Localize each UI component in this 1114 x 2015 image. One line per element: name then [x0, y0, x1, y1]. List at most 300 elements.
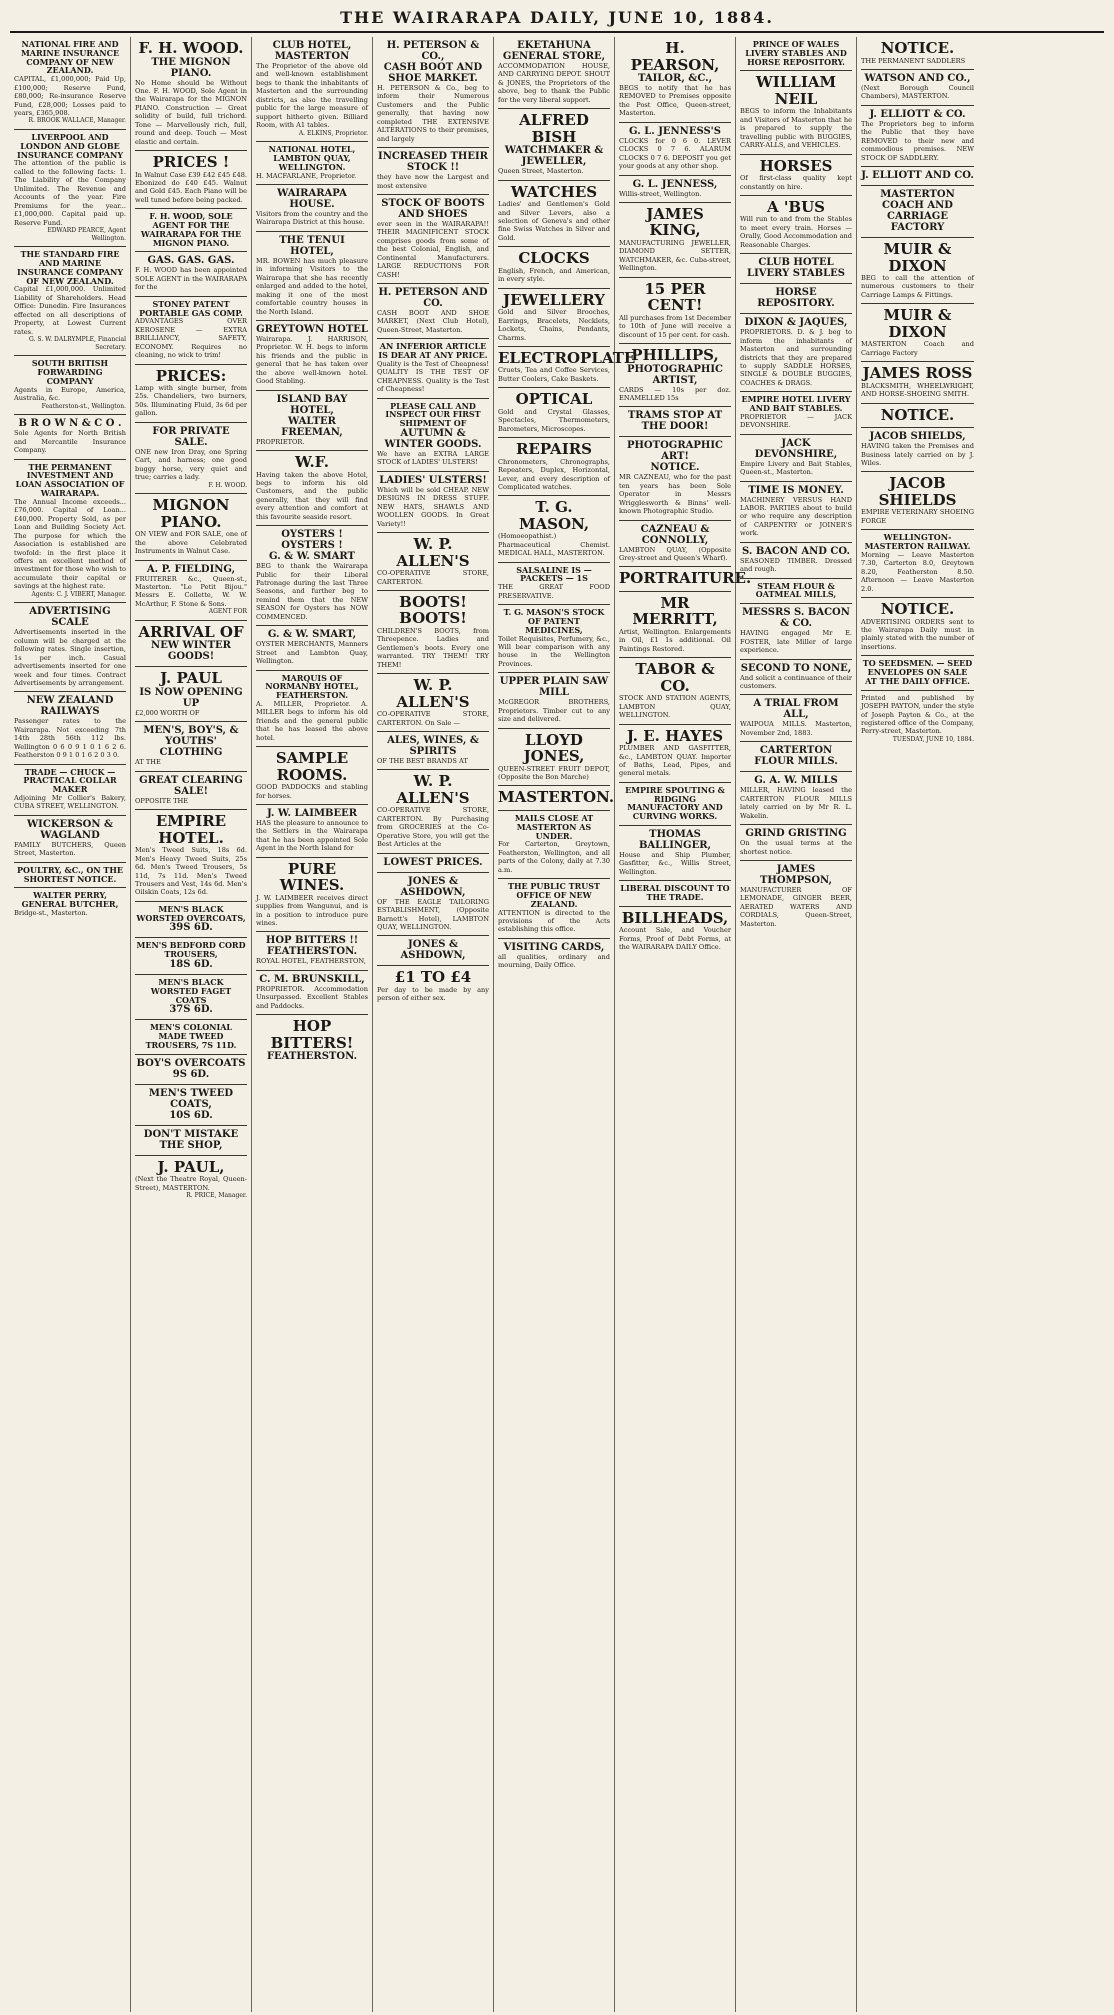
ad-heading: HOP BITTERS !! [265, 935, 359, 947]
advertisement [377, 591, 489, 674]
ad-body: No Home should be Without One. F. H. WOOD, Sole Agent in the Wairarapa for the MIGNON PIANO. Construction — Great solidity of build, full trichord. Tone — Marvellously rich, full, round and deep. Touch — Most elastic and certain. [135, 78, 247, 146]
advertisement [740, 392, 852, 434]
advertisement [498, 388, 610, 438]
ad-body: BEG to thank the Wairarapa Public for their Liberal Patronage during the last Three Seasons, and further beg to remind them that the NEW SEASON for Oysters has NOW COMMENCED. [256, 562, 368, 621]
ad-body: Wairarapa. J. HARRISON, Proprietor. W. H. begs to inform his friends and the public in general that he has taken over the above well-known hotel. Good Stabling. [256, 334, 368, 386]
ad-heading: CLUB HOTEL LIVERY STABLES [747, 257, 845, 280]
advertisement [135, 1055, 247, 1085]
ad-heading: JACOB SHIELDS [878, 474, 957, 509]
advertisement [498, 786, 615, 811]
advertisement [498, 438, 610, 496]
ad-heading: OYSTERS ! OYSTERS ! [281, 529, 343, 552]
advertisement [377, 936, 489, 966]
advertisement [619, 783, 731, 826]
ad-body: Per day to be made by any person of either sex. [377, 985, 489, 1003]
ad-body: Gold and Silver Brooches, Earrings, Bracelets, Necklets, Lockets, Chains, Pendants, Charms. [498, 308, 610, 342]
advertisement [256, 626, 368, 670]
ad-body: Advertisements inserted in the column will be charged at the following rates. Single insertion, 1s per inch. Casual advertisements inserted for one week and four times. Contract Advertisements by arrangement. [14, 628, 126, 687]
advertisement [498, 109, 610, 180]
advertisement [256, 321, 368, 391]
ad-heading: H. PEARSON, [630, 39, 720, 74]
advertisement [377, 533, 489, 591]
ad-heading: JONES & ASHDOWN, [400, 875, 466, 898]
ad-body: they have now the Largest and most extensive [377, 173, 489, 190]
ad-heading: 15 PER CENT! [644, 279, 706, 315]
advertisement [135, 494, 247, 560]
advertisement [256, 1015, 368, 1066]
ad-body: AT THE [135, 758, 161, 767]
advertisement [14, 888, 126, 921]
column-4 [373, 37, 494, 2012]
advertisement [740, 604, 852, 659]
advertisement [256, 37, 368, 142]
ad-heading: A. P. FIELDING, [146, 563, 236, 575]
advertisement [619, 881, 731, 907]
ad-heading: SOUTH BRITISH FORWARDING COMPANY [31, 358, 109, 387]
advertisement [740, 482, 852, 543]
ad-body: OF THE EAGLE TAILORING ESTABLISHMENT, (Opposite Barnett's Hotel), LAMBTON QUAY, WELLINGTON. [377, 897, 489, 931]
ad-body: The Proprietor of the above old and well-known establishment begs to thank the inhabitants of Masterton and the surrounding districts, as also the travelling public for the large measure of support hitherto given. Billiard Room, with A1 tables. [256, 62, 368, 130]
ad-body: Ladies' and Gentlemen's Gold and Silver Levers, also a selection of Geneva's and other fine Swiss Watches in Silver and Gold. [498, 200, 610, 242]
ad-body: MANUFACTURER OF LEMONADE, GINGER BEER, AERATED WATERS AND CORDIALS, Queen-Street, Masterton. [740, 885, 852, 928]
advertisement [498, 729, 610, 787]
ad-heading: C. M. BRUNSKILL, [259, 973, 365, 985]
ad-heading: PRICES: [155, 366, 227, 385]
advertisement [861, 404, 974, 429]
ad-heading: MEN'S, BOY'S, & YOUTHS' [143, 725, 239, 748]
ad-body: Account Sale, and Voucher Forms, Proof of Debt Forms, at the WAIRARAPA DAILY Office. [619, 926, 731, 952]
advertisement [14, 415, 126, 459]
ad-body: Toilet Requisites, Perfumery, &c., Will bear comparison with any house in the Wellington Provinces. [498, 634, 610, 668]
ad-heading: EKETAHUNA GENERAL STORE, [502, 40, 606, 62]
column-2 [131, 37, 252, 2012]
advertisement [135, 1020, 247, 1054]
ad-signature: AGENT FOR [208, 608, 247, 616]
advertisement [740, 196, 852, 254]
advertisement [14, 692, 126, 764]
ad-body: WAIPOUA MILLS. Masterton, November 2nd, 1883. [740, 720, 852, 737]
ad-heading: G. L. JENNESS'S [629, 125, 721, 137]
advertisement [498, 811, 610, 879]
ad-body: MILLER, HAVING leased the CARTERTON FLOUR MILLS lately carried on by Mr R. L. Wakelin. [740, 786, 852, 820]
ad-body: ACCOMMODATION HOUSE, AND CARRYING DEPOT. SHOUT & JONES, the Proprietors of the above, beg to thank the Public for the very liberal support. [498, 62, 610, 104]
column-6 [615, 37, 752, 2012]
ad-heading: NOTICE. [880, 39, 955, 57]
ad-body: Artist, Wellington. Enlargements in Oil, £1 1s additional. Oil Paintings Restored. [619, 627, 731, 653]
advertisement [377, 966, 489, 1006]
ad-body: CLOCKS for 0 6 0. LEVER CLOCKS 0 7 6. ALARUM CLOCKS 0 7 6. DEPOSIT you get your goods at any other shop. [619, 136, 731, 171]
advertisement [377, 873, 489, 937]
advertisement [861, 70, 974, 106]
ad-body: Capital £1,000,000. Unlimited Liability of Shareholders. Head Office: Dunedin. Fire Insurances effected on all descriptions of Property, at Lowest Current rates. [14, 285, 126, 336]
ad-heading: TRAMS STOP AT THE DOOR! [627, 410, 723, 433]
advertisement [861, 472, 974, 530]
ad-body: H. MACFARLANE, Proprietor. [256, 171, 357, 180]
ad-body: Chronometers, Chronographs, Repeaters, Duplex, Horizontal, Lever, and every description of Complicated watches. [498, 457, 610, 491]
ad-heading: W.F. [294, 453, 330, 471]
ad-heading: LLOYD JONES, [523, 730, 585, 766]
ad-body: OYSTER MERCHANTS, Manners Street and Lambton Quay, Wellington. [256, 640, 368, 666]
ad-body: LAMBTON QUAY, (Opposite Grey-street and Queen's Wharf). [619, 545, 731, 562]
advertisement [861, 362, 974, 403]
advertisement [498, 496, 610, 562]
advertisement [377, 339, 489, 398]
ad-heading: MIGNON PIANO. [152, 496, 230, 531]
ad-subheading: CARRIAGE FACTORY [887, 211, 948, 233]
advertisement [861, 167, 974, 186]
column-5 [494, 37, 636, 2012]
ad-heading: SAMPLE ROOMS. [275, 749, 349, 784]
advertisement [14, 603, 126, 692]
ad-heading: WALTER PERRY, GENERAL BUTCHER, [21, 890, 119, 910]
ad-body: CO-OPERATIVE STORE, CARTERTON. On Sale — [377, 710, 489, 727]
ad-body: Men's Tweed Suits, 18s 6d. Men's Heavy Tweed Suits, 25s 6d. Men's Tweed Trousers, 5s 11d, 7s 11d. Men's Tweed Trousers and Vest, 14s 6d. Men's Oilskin Coats, 12s 6d. [135, 846, 247, 897]
ad-heading: PLEASE CALL AND INSPECT OUR FIRST SHIPMENT OF [385, 400, 481, 429]
ad-heading: H. PETERSON AND CO. [378, 287, 488, 309]
advertisement [740, 825, 852, 861]
ad-heading: A TRIAL FROM ALL, [753, 698, 839, 721]
ad-signature: A. ELKINS, Proprietor. [298, 129, 368, 137]
ad-heading: J. ELLIOTT AND CO. [861, 170, 974, 181]
ad-body: Of first-class quality kept constantly on hire. [740, 174, 852, 191]
ad-heading: CLUB HOTEL, MASTERTON [272, 40, 352, 62]
advertisement [498, 247, 610, 288]
advertisement [135, 772, 247, 810]
ad-body: all qualities, ordinary and mourning, Daily Office. [498, 952, 610, 970]
ad-heading: JAMES KING, [646, 204, 704, 240]
advertisement [14, 247, 126, 356]
ad-heading: A 'BUS [766, 197, 826, 216]
advertisement [256, 391, 368, 451]
ad-body: THE PERMANENT SADDLERS [861, 56, 966, 65]
ad-body: £2,000 WORTH OF [135, 708, 200, 717]
ad-body: FRUITERER &c., Queen-st., Masterton. "Le Petit Bijou." Messrs E. Collette, W. W. McArthur, F. Stone & Sons. [135, 574, 247, 608]
ad-heading: LOWEST PRICES. [383, 856, 483, 868]
ad-subheading: G. & W. SMART [269, 551, 355, 563]
ad-heading: F. H. WOOD, SOLE AGENT FOR THE WAIRARAPA FOR THE MIGNON PIANO. [140, 211, 242, 248]
ad-heading: CAZNEAU & CONNOLLY, [640, 523, 710, 546]
ad-heading: TRADE — CHUCK — PRACTICAL COLLAR MAKER [23, 766, 117, 795]
ad-body: CO-OPERATIVE STORE, CARTERTON. By Purchasing from GROCERIES at the Co-Operative Store, you will get the Best Articles at the [377, 806, 489, 849]
advertisement [619, 437, 731, 520]
ad-body: MASTERTON Coach and Carriage Factory [861, 340, 974, 357]
ad-heading: W. P. ALLEN'S [396, 772, 470, 807]
ad-heading: THE STANDARD FIRE AND MARINE INSURANCE COMPANY OF NEW ZEALAND. [16, 249, 124, 286]
advertisement [135, 423, 247, 494]
advertisement [498, 347, 636, 388]
ad-heading: S. BACON AND CO. [742, 545, 850, 557]
ad-heading: INCREASED THEIR STOCK !! [378, 151, 488, 174]
ad-heading: FOR PRIVATE SALE. [152, 425, 230, 448]
ad-heading: MESSRS S. BACON & CO. [742, 607, 850, 630]
ad-body: In Walnut Case £39 £42 £45 £48. Ebonized do £40 £45. Walnut and Gold £45. Each Piano will be well tuned before being packed. [135, 170, 247, 204]
ad-body: ADVERTISING ORDERS sent to the Wairarapa Daily must in plainly stated with the number of insertions. [861, 617, 974, 651]
advertisement [135, 1156, 247, 1204]
advertisement [861, 106, 974, 167]
advertisement [619, 123, 731, 176]
advertisement [740, 37, 852, 71]
ad-body: (Next the Theatre Royal, Queen-Street), MASTERTON. [135, 1175, 247, 1192]
ad-body: (Next Borough Council Chambers), MASTERTON. [861, 83, 974, 101]
ad-signature: F. H. WOOD. [208, 481, 247, 489]
advertisement [377, 284, 489, 339]
ad-body: THE GREAT FOOD PRESERVATIVE. [498, 583, 610, 600]
ad-heading: T. G. MASON'S STOCK OF PATENT MEDICINES, [503, 607, 605, 635]
ad-heading: THE PERMANENT INVESTMENT AND LOAN ASSOCIATION OF WAIRARAPA. [15, 461, 125, 499]
ad-heading: REPAIRS [515, 440, 593, 459]
ad-heading: W. P. ALLEN'S [396, 535, 470, 570]
ad-body: Cruets, Tea and Coffee Services, Butter Coolers, Cake Baskets. [498, 366, 610, 383]
ad-subheading: NOTICE. [650, 462, 700, 474]
ad-signature: R. PRICE, Manager. [186, 1192, 247, 1200]
ad-body: Queen Street, Masterton. [498, 167, 584, 176]
column-1 [10, 37, 131, 2012]
ad-heading: JONES & ASHDOWN, [400, 939, 466, 962]
ad-body: Visitors from the country and the Wairarapa District at this house. [256, 210, 368, 227]
advertisement [14, 356, 126, 415]
ad-body: On the usual terms at the shortest notice. [740, 839, 852, 856]
advertisement [861, 37, 974, 70]
advertisement [861, 238, 974, 304]
ad-body: Morning — Leave Masterton 7.30, Carterton 8.0, Greytown 8.20, Featherston 8.50. Afternoon — Leave Masterton 2.0. [861, 550, 974, 593]
columns [10, 37, 1104, 2012]
ad-heading: EMPIRE HOTEL LIVERY AND BAIT STABLES. [741, 394, 851, 414]
ad-heading: BOOTS! BOOTS! [399, 592, 467, 628]
ad-body: ever seen in the WAIRARAPA!! THEIR MAGNIFICENT STOCK comprises goods from some of the best Colonial, English, and Continental Manufacturers. LARGE REDUCTIONS FOR CASH! [377, 219, 489, 279]
ad-body: The attention of the public is called to the following facts: 1. The Liability of the Company Unlimited. The Revenue and Accounts of the year. Fire Premiums for the year... £1,000,000. Capital paid up. Reserve Fund. [14, 159, 126, 227]
ad-heading: STONEY PATENT PORTABLE GAS COMP. [139, 298, 243, 318]
ad-body: F. H. WOOD has been appointed SOLE AGENT in the WAIRARAPA for the [135, 266, 247, 292]
advertisement [740, 284, 852, 314]
ad-subheading: AUTUMN & WINTER GOODS. [384, 428, 482, 451]
ad-heading: ISLAND BAY HOTEL, [276, 393, 348, 416]
ad-heading: NATIONAL HOTEL, LAMBTON QUAY, WELLINGTON. [268, 144, 356, 172]
ad-heading: BOY'S OVERCOATS [136, 1057, 246, 1069]
ad-body: Gold and Crystal Glasses, Spectacles, Thermometers, Barometers, Microscopes. [498, 407, 610, 433]
ad-subheading: THE MIGNON PIANO. [151, 56, 231, 79]
ad-heading: MASTERTON. [498, 788, 615, 807]
advertisement [135, 810, 247, 902]
ad-subheading: 10S 6D. [169, 1109, 213, 1121]
ad-body: Sole Agents for North British and Mercantile Insurance Company. [14, 429, 126, 455]
ad-heading: LIBERAL DISCOUNT TO THE TRADE. [620, 883, 730, 903]
ad-subheading: 39S 6D. [169, 922, 213, 934]
ad-body: ON VIEW and FOR SALE, one of the above Celebrated Instruments in Walnut Case. [135, 530, 247, 556]
advertisement [256, 747, 368, 805]
ad-heading: TABOR & CO. [635, 660, 715, 695]
ad-heading: MASTERTON COACH AND [880, 189, 955, 211]
advertisement [498, 673, 610, 728]
ad-subheading: CASH BOOT AND SHOE MARKET. [383, 62, 483, 84]
advertisement [861, 186, 974, 238]
advertisement [498, 563, 610, 605]
ad-heading: ELECTROPLATE [498, 348, 636, 367]
advertisement [377, 854, 489, 873]
ad-heading: LIVERPOOL AND LONDON AND GLOBE INSURANCE COMPANY [16, 132, 124, 160]
ad-heading: J. W. LAIMBEER [266, 807, 358, 819]
advertisement [498, 879, 610, 939]
ad-heading: WATCHES [510, 182, 598, 201]
ad-body: ROYAL HOTEL, FEATHERSTON, [256, 957, 366, 966]
advertisement [256, 671, 368, 748]
ad-heading: STEAM FLOUR & OATMEAL MILLS, [755, 580, 837, 600]
ad-body: CASH BOOT AND SHOE MARKET, (Next Club Hotel), Queen-Street, Masterton. [377, 309, 489, 334]
ad-heading: CLOCKS [518, 249, 590, 268]
ad-body: MR. BOWEN has much pleasure in informing Visitors to the Wairarapa that she has recently enlarged and added to the hotel, making it one of the most comfortable country houses in the North Island. [256, 256, 368, 316]
ad-heading: VISITING CARDS, [503, 941, 605, 953]
advertisement [740, 254, 852, 284]
advertisement [135, 1126, 247, 1156]
ad-body: Passenger rates to the Wairarapa. Not exceeding 7th 14th 28th 56th 112 lbs. Wellington 0 6 0 9 1 0 1 6 2 6. Featherston 0 9 1 0 1 6 2 0 3 0. [14, 717, 126, 760]
ad-heading: NOTICE. [880, 600, 955, 619]
advertisement [619, 725, 731, 783]
ad-heading: MEN'S BLACK WORSTED OVERCOATS, [136, 903, 246, 923]
advertisement [619, 592, 731, 658]
advertisement [740, 543, 852, 579]
ad-body: SEASONED TIMBER. Dressed and rough. [740, 556, 852, 574]
ad-heading: GREYTOWN HOTEL [256, 323, 368, 335]
advertisement [861, 691, 974, 748]
advertisement [740, 772, 852, 825]
ad-heading: T. G. MASON, [518, 498, 590, 533]
ad-heading: POULTRY, &C., ON THE SHORTEST NOTICE. [16, 864, 124, 884]
ad-heading: ARRIVAL OF [138, 622, 244, 641]
ad-signature: G. S. W. DALRYMPLE, Financial Secretary. [29, 336, 126, 351]
ad-body: CARDS — 10s per doz. ENAMELLED 15s [619, 385, 731, 402]
ad-signature: R. BROOK WALLACE, Manager. [28, 117, 126, 125]
ad-heading: ADVERTISING SCALE [29, 606, 111, 629]
ad-subheading: 18S 6D. [169, 959, 213, 971]
ad-heading: THE TENUI HOTEL, [279, 234, 345, 257]
ad-body: Quality is the Test of Cheapness! QUALITY IS THE TEST OF CHEAPNESS. Quality is the Test of Cheapness! [377, 359, 489, 394]
ad-body: Adjoining Mr Collier's Bakery, CUBA STREET, WELLINGTON. [14, 794, 126, 811]
ad-heading: JAMES ROSS [862, 364, 973, 383]
advertisement [135, 938, 247, 975]
advertisement [256, 526, 368, 626]
advertisement [861, 428, 974, 472]
ad-signature: EDWARD PEARCE, Agent Wellington. [47, 226, 126, 242]
ad-body: PROPRIETOR. [256, 437, 305, 446]
ad-heading: £1 TO £4 [394, 968, 472, 987]
advertisement [619, 407, 731, 437]
ad-heading: AN INFERIOR ARTICLE IS DEAR AT ANY PRICE. [378, 341, 488, 361]
ad-heading: PURE WINES. [279, 859, 345, 895]
advertisement [377, 37, 489, 148]
ad-heading: W. P. ALLEN'S [396, 676, 470, 711]
ad-body: House and Ship Plumber, Gasfitter, &c., Willis Street, Wellington. [619, 851, 731, 876]
ad-heading: PHOTOGRAPHIC ART! [626, 440, 724, 463]
advertisement [14, 765, 126, 816]
advertisement [498, 181, 610, 248]
ad-heading: JAMES THOMPSON, [759, 863, 833, 886]
advertisement [135, 722, 247, 771]
ad-body: BEGS to inform the Inhabitants and Visitors of Masterton that he is prepared to supply the travelling public with BUGGIES, CARRY-ALLS, and VEHICLES. [740, 107, 852, 150]
ad-body: The Proprietors beg to inform the Public that they have REMOVED to their new and commodious premises. NEW STOCK OF SADDLERY. [861, 119, 974, 162]
ad-heading: H. PETERSON & CO., [386, 40, 480, 62]
ad-heading: EMPIRE HOTEL. [155, 812, 227, 847]
advertisement [740, 695, 852, 742]
advertisement [256, 232, 368, 321]
advertisement [135, 902, 247, 939]
advertisement [14, 460, 126, 604]
advertisement [498, 605, 610, 673]
column-8 [857, 37, 978, 2012]
ad-body: Bridge-st., Masterton. [14, 908, 88, 917]
ad-heading: G. L. JENNESS, [632, 178, 718, 190]
ad-body: EMPIRE VETERINARY SHOEING FORGE [861, 508, 974, 525]
advertisement [619, 907, 731, 956]
advertisement [14, 863, 126, 889]
ad-heading: WICKERSON & WAGLAND [26, 818, 114, 841]
ad-heading: JEWELLERY [502, 290, 606, 309]
advertisement [740, 71, 852, 154]
ad-subheading: 9S 6D. [172, 1068, 210, 1080]
ad-heading: BILLHEADS, [621, 908, 729, 927]
ad-heading: NATIONAL FIRE AND MARINE INSURANCE COMPANY OF NEW ZEALAND. [20, 39, 120, 76]
ad-body: All purchases from 1st December to 10th of June will receive a discount of 15 per cent. for cash. [619, 313, 731, 339]
ad-heading: WATSON AND CO., [864, 72, 971, 84]
advertisement [135, 297, 247, 365]
ad-body: CAPITAL, £1,000,000; Paid Up, £100,000; Reserve Fund, £80,000; Re-insurance Reserve Fund, £28,000; Losses paid to years, £365,908. [14, 75, 126, 117]
ad-body: The Annual Income exceeds... £76,000. Capital of Loan... £40,000. Property Sold, as per Loan and Building Society Act. The purpose for which the Association is established are twofold: in the first place it offers an excellent method of investment for those who wish to accumulate their capital or savings at the highest rate. [14, 497, 126, 591]
ad-heading: MEN'S TWEED COATS, [148, 1087, 234, 1110]
ad-heading: MARQUIS OF NORMANBY HOTEL, FEATHERSTON. [265, 672, 359, 701]
advertisement [135, 151, 247, 209]
ad-body: FAMILY BUTCHERS, Queen Street, Masterton. [14, 840, 126, 858]
ad-body: Printed and published by JOSEPH PAYTON, under the style of Joseph Payton & Co., at the registered office of the Company, Perry-street, Masterton. [861, 693, 974, 736]
advertisement [740, 579, 852, 605]
ad-heading: NEW ZEALAND RAILWAYS [26, 695, 114, 718]
advertisement [256, 451, 368, 526]
advertisement [135, 975, 247, 1020]
ad-body: Empire Livery and Bait Stables, Queen-st., Masterton. [740, 459, 852, 477]
advertisement [14, 816, 126, 863]
advertisement [740, 861, 852, 932]
advertisement [135, 621, 247, 668]
advertisement [498, 37, 610, 109]
advertisement [377, 770, 489, 853]
ad-body: PROPRIETOR. Accommodation Unsurpassed. Excellent Stables and Paddocks. [256, 984, 368, 1010]
advertisement [135, 37, 247, 151]
ad-heading: DIXON & JAQUES, [744, 317, 848, 329]
advertisement [256, 971, 368, 1015]
advertisement [135, 252, 247, 296]
ad-heading: ALES, WINES, & SPIRITS [387, 735, 479, 758]
ad-body: Which will be sold CHEAP. NEW DESIGNS IN DRESS STUFF. NEW HATS, SHAWLS AND WOOLLEN GOODS. In Great Variety!! [377, 485, 489, 528]
ad-heading: WAIRARAPA HOUSE. [277, 188, 347, 210]
ad-heading: J. PAUL [160, 669, 222, 688]
ad-heading: PORTRAITURE. [619, 569, 752, 588]
advertisement [619, 278, 731, 344]
advertisement [740, 660, 852, 696]
ad-heading: THOMAS BALLINGER, [638, 829, 712, 851]
ad-body: OPPOSITE THE [135, 796, 189, 805]
ad-body: PLUMBER AND GASFITTER, &c., LAMBTON QUAY. Importer of Baths, Lead, Pipes, and general metals. [619, 744, 731, 778]
ad-heading: PRICES ! [152, 153, 230, 171]
ad-signature: Featherston-st., Wellington. [41, 402, 126, 410]
ad-subheading: TAILOR, &C., [637, 73, 713, 84]
ad-subheading: WATCHMAKER & JEWELLER, [504, 145, 604, 168]
ad-heading: MUIR & DIXON [883, 240, 952, 275]
ad-body: MR CAZNEAU, who for the past ten years has been Sole Operator in Messrs Wrigglesworth & Binns' well-known Photographic Studio. [619, 473, 731, 516]
ad-subheading: IS NOW OPENING UP [139, 686, 243, 709]
ad-body: A. MILLER, Proprietor. A. MILLER begs to inform his old friends and the general public that he has leased the above hotel. [256, 699, 368, 742]
ad-heading: THE PUBLIC TRUST OFFICE OF NEW ZEALAND. [508, 881, 600, 909]
advertisement [256, 805, 368, 858]
ad-body: BEG to call the attention of numerous customers to their Carriage Lamps & Fittings. [861, 274, 974, 299]
ad-heading: MAILS CLOSE AT MASTERTON AS UNDER. [514, 812, 594, 841]
advertisement [377, 195, 489, 284]
